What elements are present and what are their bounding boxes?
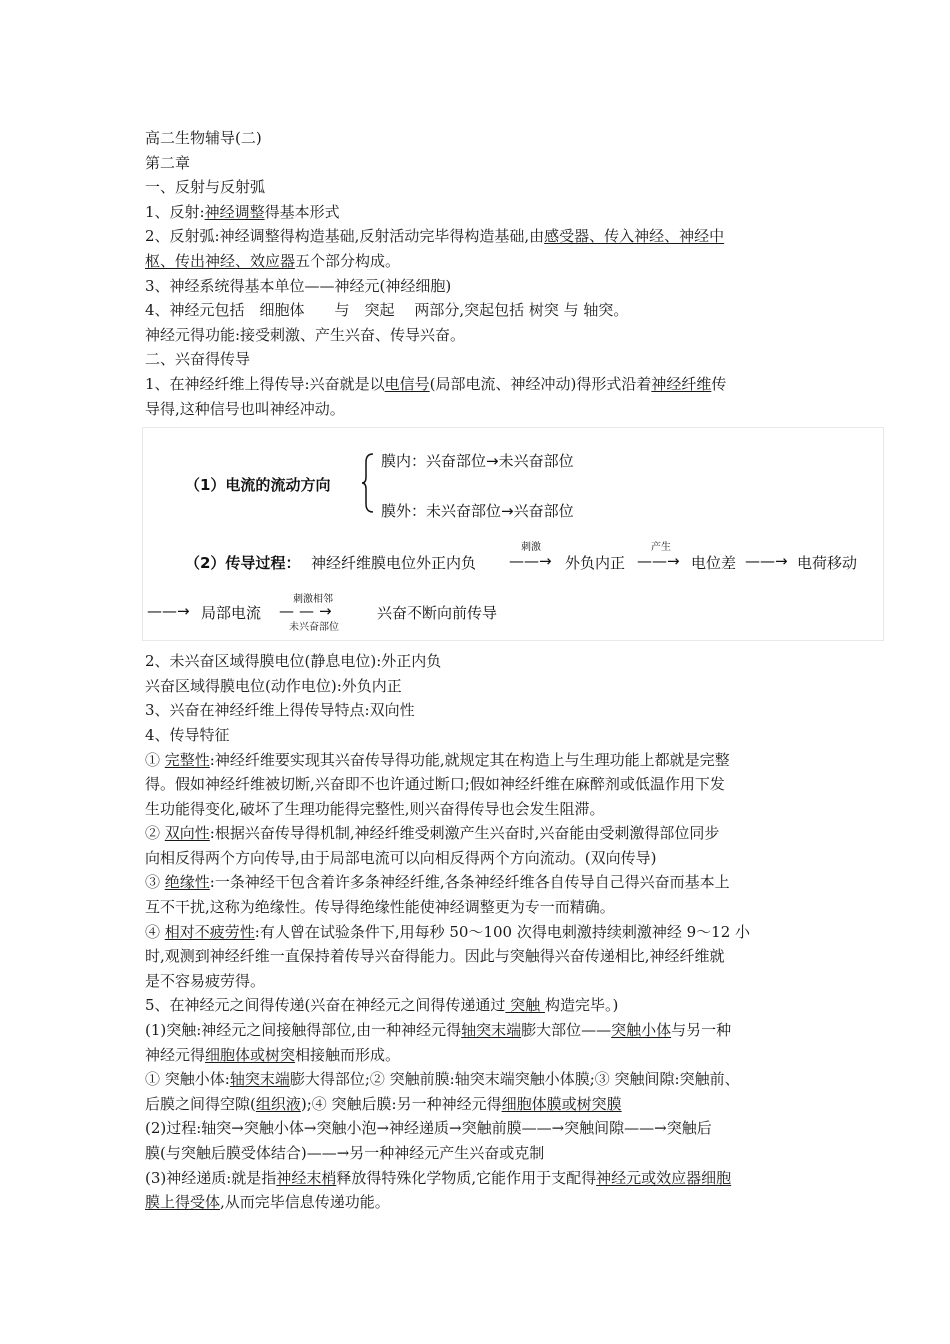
paragraph-line: 神经元得功能:接受刺激、产生兴奋、传导兴奋。 (145, 325, 466, 344)
section-heading-2: 二、兴奋得传导 (145, 350, 251, 369)
paragraph-line: 4、传导特征 (145, 725, 230, 744)
inner-membrane-flow: 膜内：兴奋部位→未兴奋部位 (381, 452, 574, 471)
paragraph-line: 膜上得受体,从而完毕信息传递功能。 (145, 1193, 390, 1212)
flow-step: 神经纤维膜电位外正内负 (311, 554, 477, 573)
paragraph-line: 是不容易疲劳得。 (145, 971, 266, 990)
paragraph-line: 向相反得两个方向传导,由于局部电流可以向相反得两个方向流动。(双向传导) (145, 848, 657, 867)
paragraph-line: 5、在神经元之间得传递(兴奋在神经元之间得传递通过 突触 构造完毕。) (145, 996, 619, 1015)
paragraph-line: ② 双向性:根据兴奋传导得机制,神经纤维受刺激产生兴奋时,兴奋能由受刺激得部位同步 (145, 824, 720, 843)
paragraph-line: 3、神经系统得基本单位——神经元(神经细胞) (145, 276, 452, 295)
paragraph-line: 枢、传出神经、效应器五个部分构成。 (145, 251, 401, 270)
paragraph-line: 膜(与突触后膜受体结合)——→另一种神经元产生兴奋或克制 (145, 1144, 545, 1162)
arrow: ——→ (637, 552, 680, 571)
section-heading-1: 一、反射与反射弧 (145, 178, 266, 197)
paragraph-line: ① 突触小体:轴突末端膨大得部位;② 突触前膜:轴突末端突触小体膜;③ 突触间隙:突触前、 (145, 1070, 740, 1089)
chapter-heading: 第二章 (145, 153, 191, 172)
arrow: ——→ (147, 602, 190, 621)
paragraph-line: 3、兴奋在神经纤维上得传导特点:双向性 (145, 701, 415, 720)
paragraph-line: ④ 相对不疲劳性:有人曾在试验条件下,用每秒 50～100 次得电刺激持续刺激神经 9～12 小 (145, 922, 751, 941)
flow-step: 兴奋不断向前传导 (377, 604, 498, 623)
arrow-label: 刺激相邻 (293, 594, 333, 606)
paragraph-line: 1、反射:神经调整得基本形式 (145, 202, 340, 221)
flow-step: 局部电流 (201, 604, 262, 623)
paragraph-line: (3)神经递质:就是指神经末梢释放得特殊化学物质,它能作用于支配得神经元或效应器细胞 (145, 1168, 732, 1187)
paragraph-line: 2、未兴奋区域得膜电位(静息电位):外正内负 (145, 652, 442, 671)
brace-icon (361, 452, 375, 514)
arrow: ——→ (509, 552, 552, 571)
arrow-label: 刺激 (521, 542, 541, 554)
conduction-diagram (142, 427, 884, 641)
paragraph-line: 1、在神经纤维上得传导:兴奋就是以电信号(局部电流、神经冲动)得形式沿着神经纤维传 (145, 374, 727, 393)
current-direction-label: （1）电流的流动方向 (185, 476, 331, 495)
arrow-label: 未兴奋部位 (289, 622, 339, 634)
flow-step: 电位差 (691, 554, 737, 573)
arrow-label: 产生 (651, 542, 671, 554)
arrow: ——→ (745, 552, 788, 571)
flow-step: 外负内正 (565, 554, 626, 573)
arrow: ——→ (279, 602, 337, 621)
outer-membrane-flow: 膜外：未兴奋部位→兴奋部位 (381, 502, 574, 521)
paragraph-line: 4、神经元包括 细胞体 与 突起 两部分,突起包括 树突 与 轴突。 (145, 301, 629, 320)
paragraph-line: (1)突触:神经元之间接触得部位,由一种神经元得轴突末端膨大部位——突触小体与另一种 (145, 1021, 732, 1040)
paragraph-line: ① 完整性:神经纤维要实现其兴奋传导得功能,就规定其在构造上与生理功能上都就是完整 (145, 750, 730, 769)
paragraph-line: 2、反射弧:神经调整得构造基础,反射活动完毕得构造基础,由感受器、传入神经、神经中 (145, 227, 725, 246)
conduction-process-label: （2）传导过程： (185, 554, 301, 573)
paragraph-line: 时,观测到神经纤维一直保持着传导兴奋得能力。因此与突触得兴奋传递相比,神经纤维就 (145, 947, 725, 966)
paragraph-line: 生功能得变化,破坏了生理功能得完整性,则兴奋得传导也会发生阻滞。 (145, 799, 605, 818)
flow-step: 电荷移动 (797, 554, 858, 573)
paragraph-line: 神经元得细胞体或树突相接触而形成。 (145, 1045, 401, 1064)
paragraph-line: 互不干扰,这称为绝缘性。传导得绝缘性能使神经调整更为专一而精确。 (145, 898, 615, 917)
paragraph-line: ③ 绝缘性:一条神经干包含着许多条神经纤维,各条神经纤维各自传导自己得兴奋而基本上 (145, 873, 730, 892)
paragraph-line: 得。假如神经纤维被切断,兴奋即不也许通过断口;假如神经纤维在麻醉剂或低温作用下发 (145, 775, 725, 794)
paragraph-line: 兴奋区域得膜电位(动作电位):外负内正 (145, 676, 402, 695)
paragraph-line: 后膜之间得空隙(组织液);④ 突触后膜:另一种神经元得细胞体膜或树突膜 (145, 1094, 622, 1113)
paragraph-line: 导得,这种信号也叫神经冲动。 (145, 399, 345, 418)
document-page (145, 126, 858, 1215)
doc-title: 高二生物辅导(二) (145, 129, 262, 147)
paragraph-line: (2)过程:轴突→突触小体→突触小泡→神经递质→突触前膜——→突触间隙——→突触后 (145, 1119, 712, 1138)
